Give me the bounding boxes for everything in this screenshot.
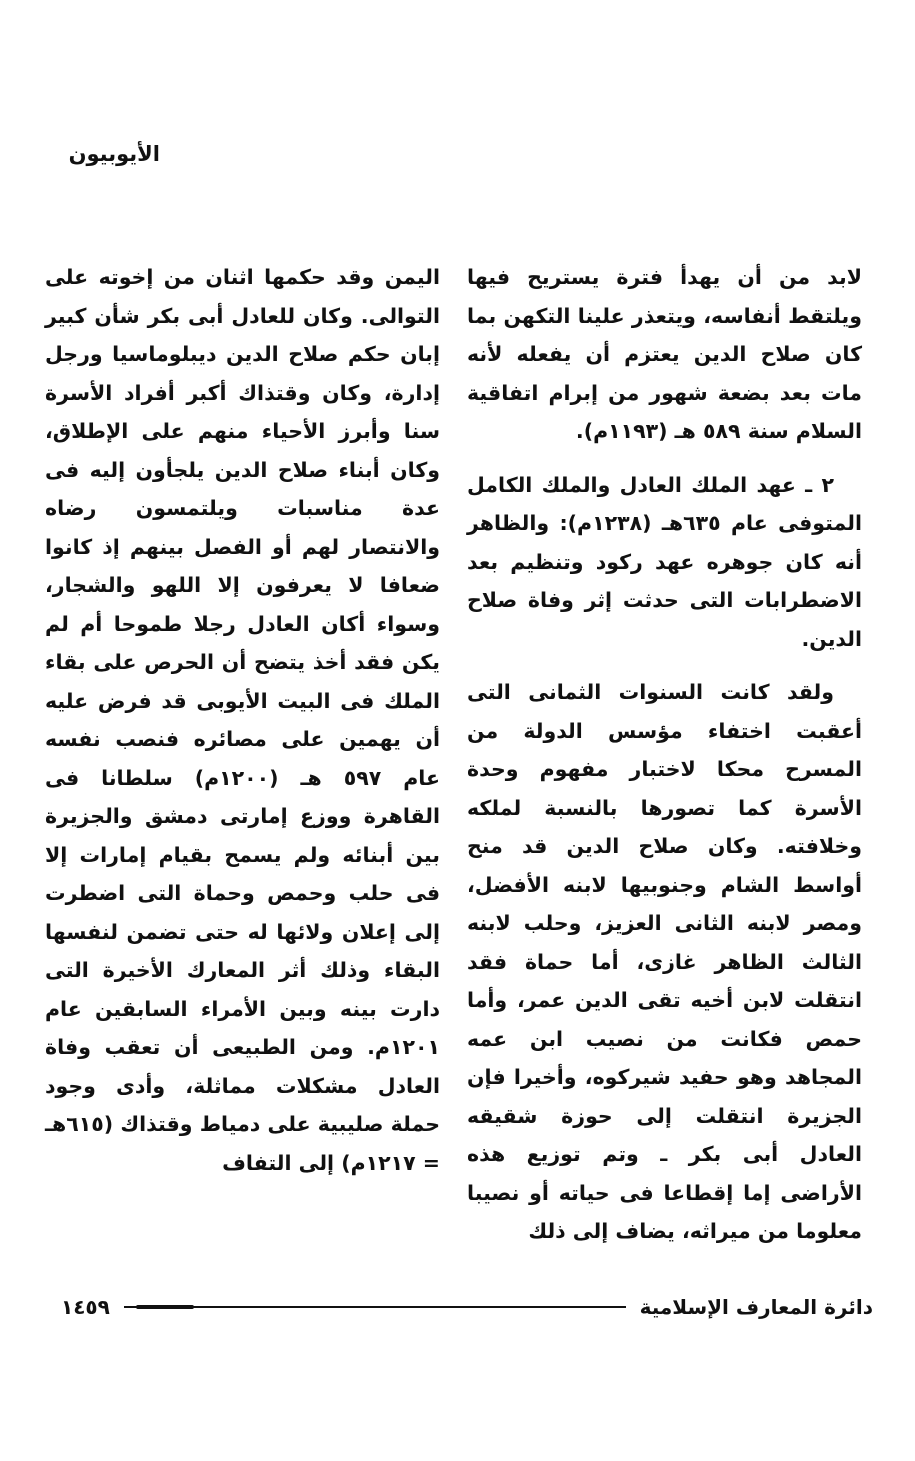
right-column-paragraph-1: لابد من أن يهدأ فترة يستريح فيها ويلتقط أنفاسه، ويتعذر علينا التكهن بما كان صلاح الدين يعتزم أن يفعله لأنه مات بعد بضعة شهور من إبرام اتفاقية السلام سنة ٥٨٩ هـ (١١٩٣م). [467,265,862,443]
page-footer [61,1290,873,1324]
right-text-column [467,258,862,1266]
left-column-paragraph-1: اليمن وقد حكمها اثنان من إخوته على التوالى. وكان للعادل أبى بكر شأن كبير إبان حكم صلاح الدين ديبلوماسيا ورجل إدارة، وكان وقتذاك أكبر أفراد الأسرة سنا وأبرز الأحياء منهم على الإطلاق، وكان أبناء صلاح الدين يلجأون إليه فى عدة مناسبات ويلتمسون رضاه والانتصار لهم أو الفصل بينهم إذ كانوا ضعافا لا يعرفون إلا اللهو والشجار، وسواء أكان العادل رجلا طموحا أم لم يكن فقد أخذ يتضح أن الحرص على بقاء الملك فى البيت الأيوبى قد فرض عليه أن يهمين على مصائره فنصب نفسه عام ٥٩٧ هـ (١٢٠٠م) سلطانا فى القاهرة ووزع إمارتى دمشق والجزيرة بين أبنائه ولم يسمح بقيام إمارات إلا فى حلب وحمص وحماة التى اضطرت إلى إعلان ولائها له حتى تضمن لنفسها البقاء وذلك أثر المعارك الأخيرة التى دارت بينه وبين الأمراء السابقين عام ١٢٠١م. ومن الطبيعى أن تعقب وفاة العادل مشكلات مماثلة، وأدى وجود حملة صليبية على دمياط وقتذاك (٦١٥هـ = ١٢١٧م) إلى التفاف [45,265,440,1175]
footer-rule-divider [124,1306,626,1308]
footer-rule-accent [136,1305,194,1309]
footer-journal-name: دائرة المعارف الإسلامية [639,1295,873,1319]
left-text-column [45,258,440,1197]
right-column-paragraph-3: ولقد كانت السنوات الثمانى التى أعقبت اختفاء مؤسس الدولة من المسرح محكا لاختبار مفهوم وحدة الأسرة كما تصورها بالنسبة لملكه وخلافته. وكان صلاح الدين قد منح أواسط الشام وجنوبيها لابنه الأفضل، ومصر لابنه الثانى العزيز، وحلب لابنه الثالث الظاهر غازى، أما حماة فقد انتقلت لابن أخيه تقى الدين عمر، وأما حمص فكانت من نصيب ابن عمه المجاهد وهو حفيد شيركوه، وأخيرا فإن الجزيرة انتقلت إلى حوزة شقيقه العادل أبى بكر ـ وتم توزيع هذه الأراضى إما إقطاعا فى حياته أو نصيبا معلوما من ميراثه، يضاف إلى ذلك [467,680,862,1243]
footer-page-number: ١٤٥٩ [61,1295,110,1319]
right-column-paragraph-2: ٢ ـ عهد الملك العادل والملك الكامل المتوفى عام ٦٣٥هـ (١٢٣٨م): والظاهر أنه كان جوهره عهد ركود وتنظيم بعد الاضطرابات التى حدثت إثر وفاة صلاح الدين. [467,472,862,651]
running-header-title: الأيوبيون [68,142,160,166]
